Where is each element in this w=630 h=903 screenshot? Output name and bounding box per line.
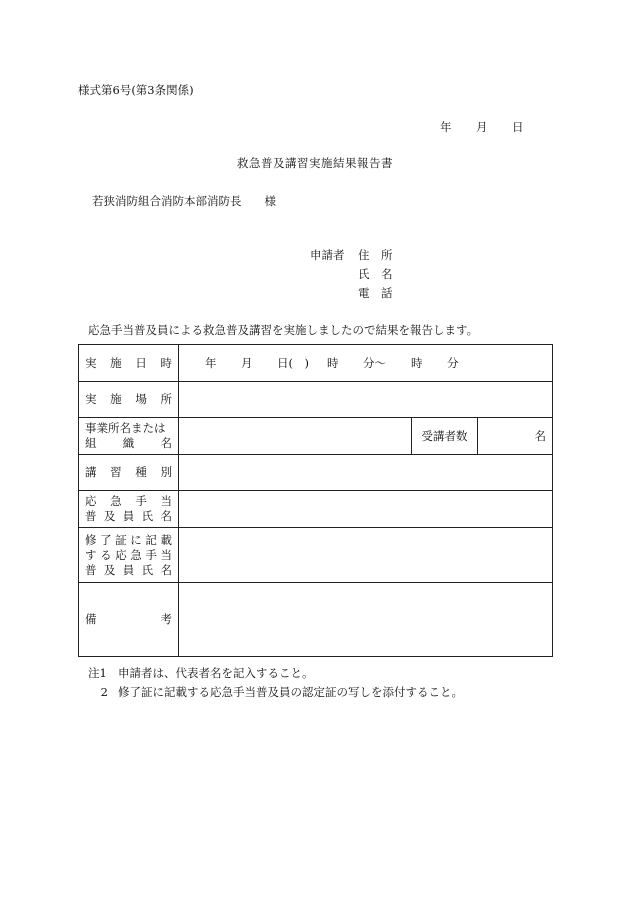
row-certificate [79,528,553,583]
applicant-role: 申請者 [310,248,345,262]
remarks-field[interactable] [179,583,553,657]
name-label: 氏 名 [358,267,393,281]
row-remarks [79,583,553,657]
course-label: 講 習 種 別 [79,455,179,491]
org-label: 事業所名または 組 織 名 [79,418,179,455]
document-title: 救急普及講習実施結果報告書 [237,156,393,170]
intro-text: 応急手当普及員による救急普及講習を実施しましたので結果を報告します。 [88,323,479,337]
applicant-phone-row [310,284,403,303]
row-course [79,455,553,491]
certificate-field[interactable] [179,528,553,583]
date-day: 日 [512,120,524,134]
note-2: 2 修了証に記載する応急手当普及員の認定証の写しを添付すること。 [100,685,463,699]
place-label: 実 施 場 所 [79,382,179,418]
address-label: 住 所 [358,248,393,262]
remarks-label: 備 考 [79,583,179,657]
attendees-field[interactable] [478,418,553,455]
applicant-block [310,246,403,303]
form-number: 様式第6号(第3条関係) [78,83,194,97]
row-organization [79,418,553,455]
applicant-name-row [310,265,403,284]
datetime-label: 実 施 日 時 [79,345,179,382]
phone-label: 電 話 [358,286,393,300]
instructor-field[interactable] [179,491,553,528]
row-instructor [79,491,553,528]
addressee: 若狭消防組合消防本部消防長 様 [92,194,276,208]
instructor-label: 応 急 手 当 普 及 員 氏 名 [79,491,179,528]
attendees-unit: 名 [534,429,546,443]
place-field[interactable] [179,382,553,418]
report-table [78,344,553,657]
row-datetime [79,345,553,382]
note-1: 注1 申請者は、代表者名を記入すること。 [88,666,314,680]
row-place [79,382,553,418]
applicant-address-row [310,246,403,265]
certificate-label: 修 了 証 に 記 載 す る 応 急 手 当 普 及 員 氏 名 [79,528,179,583]
attendees-label: 受講者数 [412,418,478,455]
date-line [440,119,524,135]
org-field[interactable] [179,418,412,455]
date-year: 年 [440,120,452,134]
datetime-field[interactable]: 年 月 日( ) 時 分〜 時 分 [179,345,553,382]
date-month: 月 [476,120,488,134]
course-field[interactable] [179,455,553,491]
notes [88,664,463,702]
